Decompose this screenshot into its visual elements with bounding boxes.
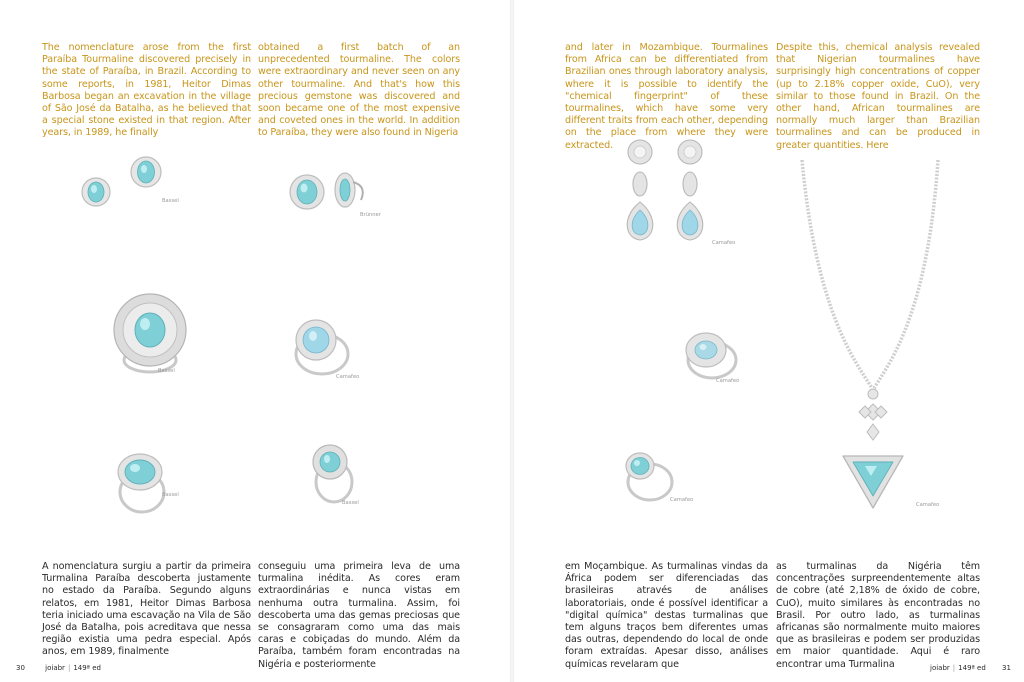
stud-earrings-image: [80, 152, 170, 212]
right-portuguese-col-2: as turmalinas da Nigéria têm concentrações surpreendentemente altas de cobre (até 2,18% de óxido de cobre, CuO), muito similares às encontradas no Brasil. Por outro lado, as turmalinas africanas são normalmente muito maiores que as brasileiras e podem ser produzidas em maior quantidade. Aqui é raro encontrar uma Turmalina: [776, 561, 980, 670]
earring-left: [82, 178, 110, 206]
halo-earrings-image: [285, 168, 375, 216]
credit-label: Brünner: [360, 212, 381, 218]
left-folio: 30 joiabr | 149ª ed: [16, 664, 101, 672]
page-number: 31: [1002, 664, 1011, 672]
credit-label: Bassel: [342, 500, 359, 506]
magazine-name: joiabr: [930, 664, 950, 672]
drop-earrings-image: [622, 138, 712, 250]
necklace-image: [796, 160, 946, 522]
edition-label: 149ª ed: [73, 664, 101, 672]
credit-label: Camafeo: [712, 240, 736, 246]
oval-ring-image: [620, 448, 682, 504]
magazine-name: joiabr: [45, 664, 65, 672]
right-portuguese-col-1: em Moçambique. As turmalinas vindas da África podem ser diferenciadas das brasileiras através de análises laboratoriais, onde é possível identificar a "digital química" destas turmalinas que tem alguns traços bem diferentes umas das outras, dependendo do local de onde foram extraídas. Apesar disso, análises químicas revelaram que: [565, 561, 768, 670]
credit-label: Bassel: [162, 198, 179, 204]
right-english-col-1: and later in Mozambique. Tourmalines from Africa can be differentiated from Brazilian ones through laboratory analysis, where it is possible to identify the "chemical fingerprint" of these tourmalines, which have some very different traits from each other, depending on the place from where they were extracted.: [565, 42, 768, 151]
halo-ring-image: [290, 314, 360, 380]
credit-label: Camafeo: [336, 374, 360, 380]
right-folio: joiabr | 149ª ed 31: [930, 664, 1011, 672]
earring-front: [290, 175, 324, 209]
credit-label: Camafeo: [670, 497, 694, 503]
edition-label: 149ª ed: [958, 664, 986, 672]
halo-ring-image: [304, 442, 360, 506]
credit-label: Bassel: [162, 492, 179, 498]
halo-ring-image: [680, 326, 740, 382]
left-portuguese-col-1: A nomenclatura surgiu a partir da primeira Turmalina Paraíba descoberta justamente no estado da Paraíba. Segundo alguns relatos, em 1981, Heitor Dimas Barbosa teria iniciado uma escavação na Vila de São José da Batalha, pois acreditava que nessa região existia uma pedra especial. Após anos, em 1989, finalmente: [42, 561, 251, 658]
drop-earring-right: [677, 140, 703, 240]
earring-right: [131, 157, 161, 187]
credit-label: Camafeo: [916, 502, 940, 508]
flower-ring-image: [102, 290, 198, 378]
credit-label: Camafeo: [716, 378, 740, 384]
right-english-col-2: Despite this, chemical analysis revealed that Nigerian tourmalines have surprisingly high concentrations of copper (up to 2.18% copper oxide, CuO), very similar to those found in Brazil. On the other hand, African tourmalines are normally much larger than Brazilian tourmalines and can be produced in greater quantities. Here: [776, 42, 980, 151]
page-gutter: [510, 0, 514, 682]
credit-label: Bassel: [158, 368, 175, 374]
drop-earring-left: [627, 140, 653, 240]
oval-ring-image: [112, 448, 182, 516]
page-number: 30: [16, 664, 25, 672]
left-english-col-2: obtained a first batch of an unprecedented tourmaline. The colors were extraordinary and never seen on any other tourmaline. And that's how this precious gemstone was discovered and soon became one of the most expensive and coveted ones in the world. In addition to Paraíba, they were also found in Nigeria: [258, 42, 460, 139]
left-portuguese-col-2: conseguiu uma primeira leva de uma turmalina inédita. As cores eram extraordinárias e nunca vistas em nenhuma outra turmalina. Assim, foi descoberta uma das gemas preciosas que se consagraram como uma das mais caras e cobiçadas do mundo. Além da Paraíba, também foram encontradas na Nigéria e posteriormente: [258, 561, 460, 670]
earring-side: [335, 173, 363, 207]
left-english-col-1: The nomenclature arose from the first Paraíba Tourmaline discovered precisely in the state of Paraíba, in Brazil. According to some reports, in 1981, Heitor Dimas Barbosa began an excavation in the village of São José da Batalha, as he believed that a special stone existed in that region. After years, in 1989, he finally: [42, 42, 251, 139]
